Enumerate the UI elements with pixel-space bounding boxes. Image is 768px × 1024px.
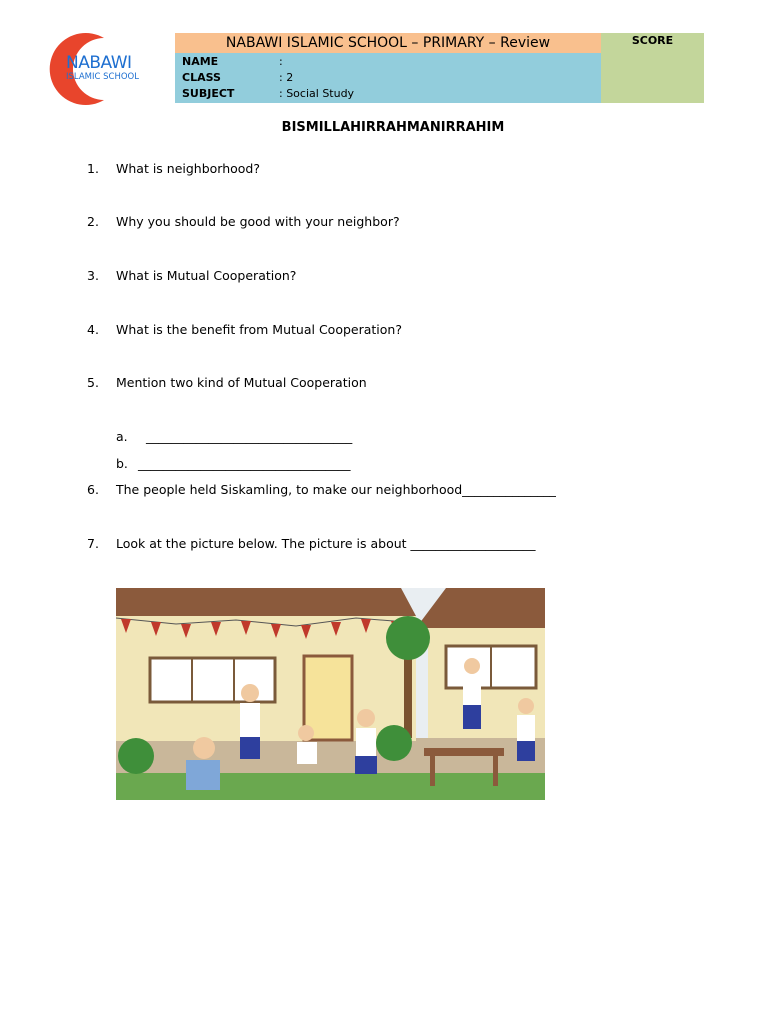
question-2-number: 2. [87,214,99,229]
score-label: SCORE [631,34,674,47]
question-3-text: What is Mutual Cooperation? [116,268,297,283]
question-4-number: 4. [87,322,99,337]
subject-value: : Social Study [279,87,355,100]
answer-b-blank[interactable]: __________________________________ [138,456,351,471]
question-1-text: What is neighborhood? [116,161,261,176]
question-6-number: 6. [87,482,99,497]
logo-text-sub: ISLAMIC SCHOOL [66,72,139,82]
question-5-text: Mention two kind of Mutual Cooperation [116,375,367,390]
class-value: : 2 [279,71,294,84]
header-table [175,33,704,103]
student-info-cell [175,53,601,103]
answer-a-blank[interactable]: _________________________________ [146,429,353,444]
logo-text-main: NABAWI [66,53,132,73]
question-7-text: Look at the picture below. The picture is about ____________________ [116,536,536,551]
question-2-text: Why you should be good with your neighbor? [116,214,400,229]
question-6-text: The people held Siskamling, to make our neighborhood_______________ [116,482,556,497]
neighborhood-illustration [116,588,545,800]
question-1-number: 1. [87,161,99,176]
answer-a-letter: a. [116,429,128,444]
name-value: : [279,55,283,68]
question-5-number: 5. [87,375,99,390]
worksheet-title: NABAWI ISLAMIC SCHOOL – PRIMARY – Review [225,35,551,51]
name-label: NAME [182,55,219,68]
question-7-number: 7. [87,536,99,551]
subject-label: SUBJECT [182,87,235,100]
question-3-number: 3. [87,268,99,283]
class-label: CLASS [182,71,221,84]
bismillah-heading: BISMILLAHIRRAHMANIRRAHIM [281,120,505,135]
answer-b-letter: b. [116,456,128,471]
question-4-text: What is the benefit from Mutual Cooperation? [116,322,402,337]
